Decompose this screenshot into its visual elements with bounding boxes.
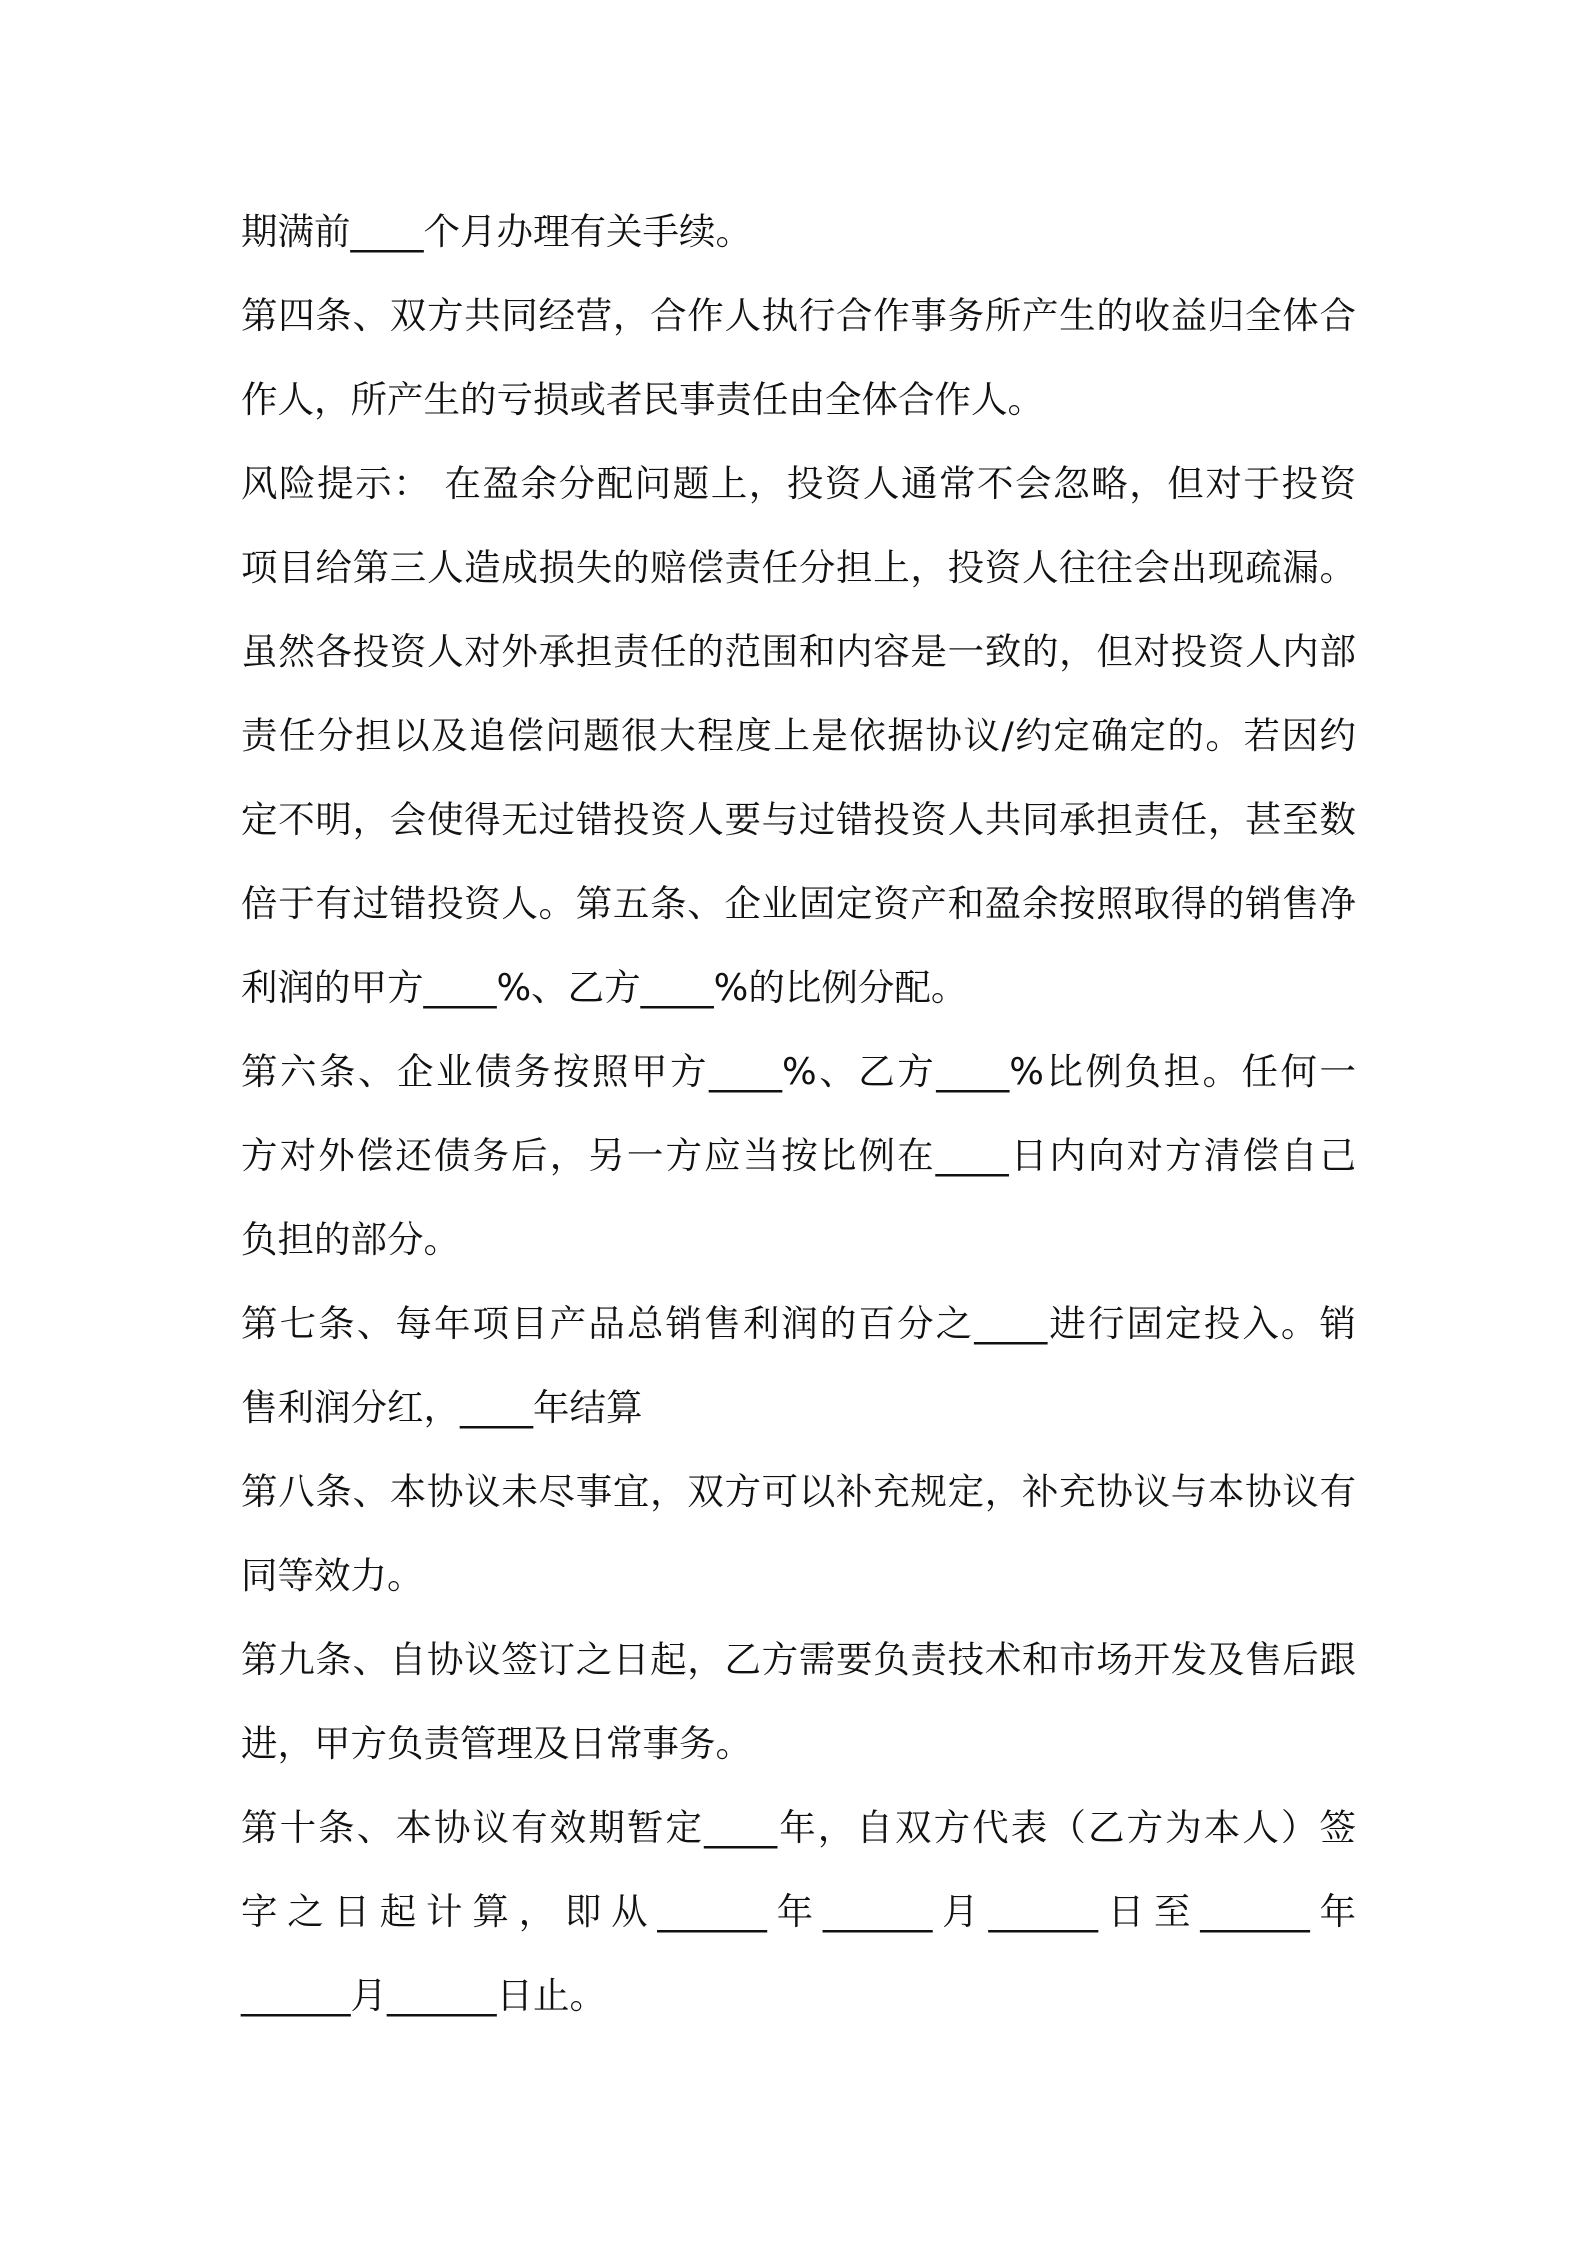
text-line: 第九条、自协议签订之日起，乙方需要负责技术和市场开发及售后跟 bbox=[241, 1638, 1356, 1681]
text-line: 倍于有过错投资人。第五条、企业固定资产和盈余按照取得的销售净 bbox=[241, 882, 1356, 925]
text-line: 作人，所产生的亏损或者民事责任由全体合作人。 bbox=[241, 378, 1044, 421]
text-line: 同等效力。 bbox=[241, 1554, 424, 1597]
text-line: 责任分担以及追偿问题很大程度上是依据协议/约定确定的。若因约 bbox=[241, 714, 1356, 757]
text-line: 虽然各投资人对外承担责任的范围和内容是一致的，但对投资人内部 bbox=[241, 630, 1356, 673]
text-line: ______月______日止。 bbox=[241, 1974, 606, 2017]
text-line: 第八条、本协议未尽事宜，双方可以补充规定，补充协议与本协议有 bbox=[241, 1470, 1356, 1513]
text-line: 期满前____个月办理有关手续。 bbox=[241, 210, 752, 253]
text-line: 定不明，会使得无过错投资人要与过错投资人共同承担责任，甚至数 bbox=[241, 798, 1356, 841]
text-line: 项目给第三人造成损失的赔偿责任分担上，投资人往往会出现疏漏。 bbox=[241, 546, 1356, 589]
text-line: 第四条、双方共同经营，合作人执行合作事务所产生的收益归全体合 bbox=[241, 294, 1356, 337]
text-line: 风险提示： 在盈余分配问题上，投资人通常不会忽略，但对于投资 bbox=[241, 462, 1356, 505]
contract-text-body bbox=[241, 190, 1356, 2038]
text-line: 进，甲方负责管理及日常事务。 bbox=[241, 1722, 752, 1765]
text-line: 第六条、企业债务按照甲方____%、乙方____%比例负担。任何一 bbox=[241, 1050, 1356, 1093]
text-line: 字之日起计算，即从______年______月______日至______年 bbox=[241, 1890, 1356, 1933]
text-line: 售利润分红，____年结算 bbox=[241, 1386, 643, 1429]
text-line: 第十条、本协议有效期暂定____年，自双方代表（乙方为本人）签 bbox=[241, 1806, 1356, 1849]
text-line: 负担的部分。 bbox=[241, 1218, 460, 1261]
text-line: 第七条、每年项目产品总销售利润的百分之____进行固定投入。销 bbox=[241, 1302, 1356, 1345]
text-line: 利润的甲方____%、乙方____%的比例分配。 bbox=[241, 966, 968, 1009]
text-line: 方对外偿还债务后，另一方应当按比例在____日内向对方清偿自己 bbox=[241, 1134, 1356, 1177]
